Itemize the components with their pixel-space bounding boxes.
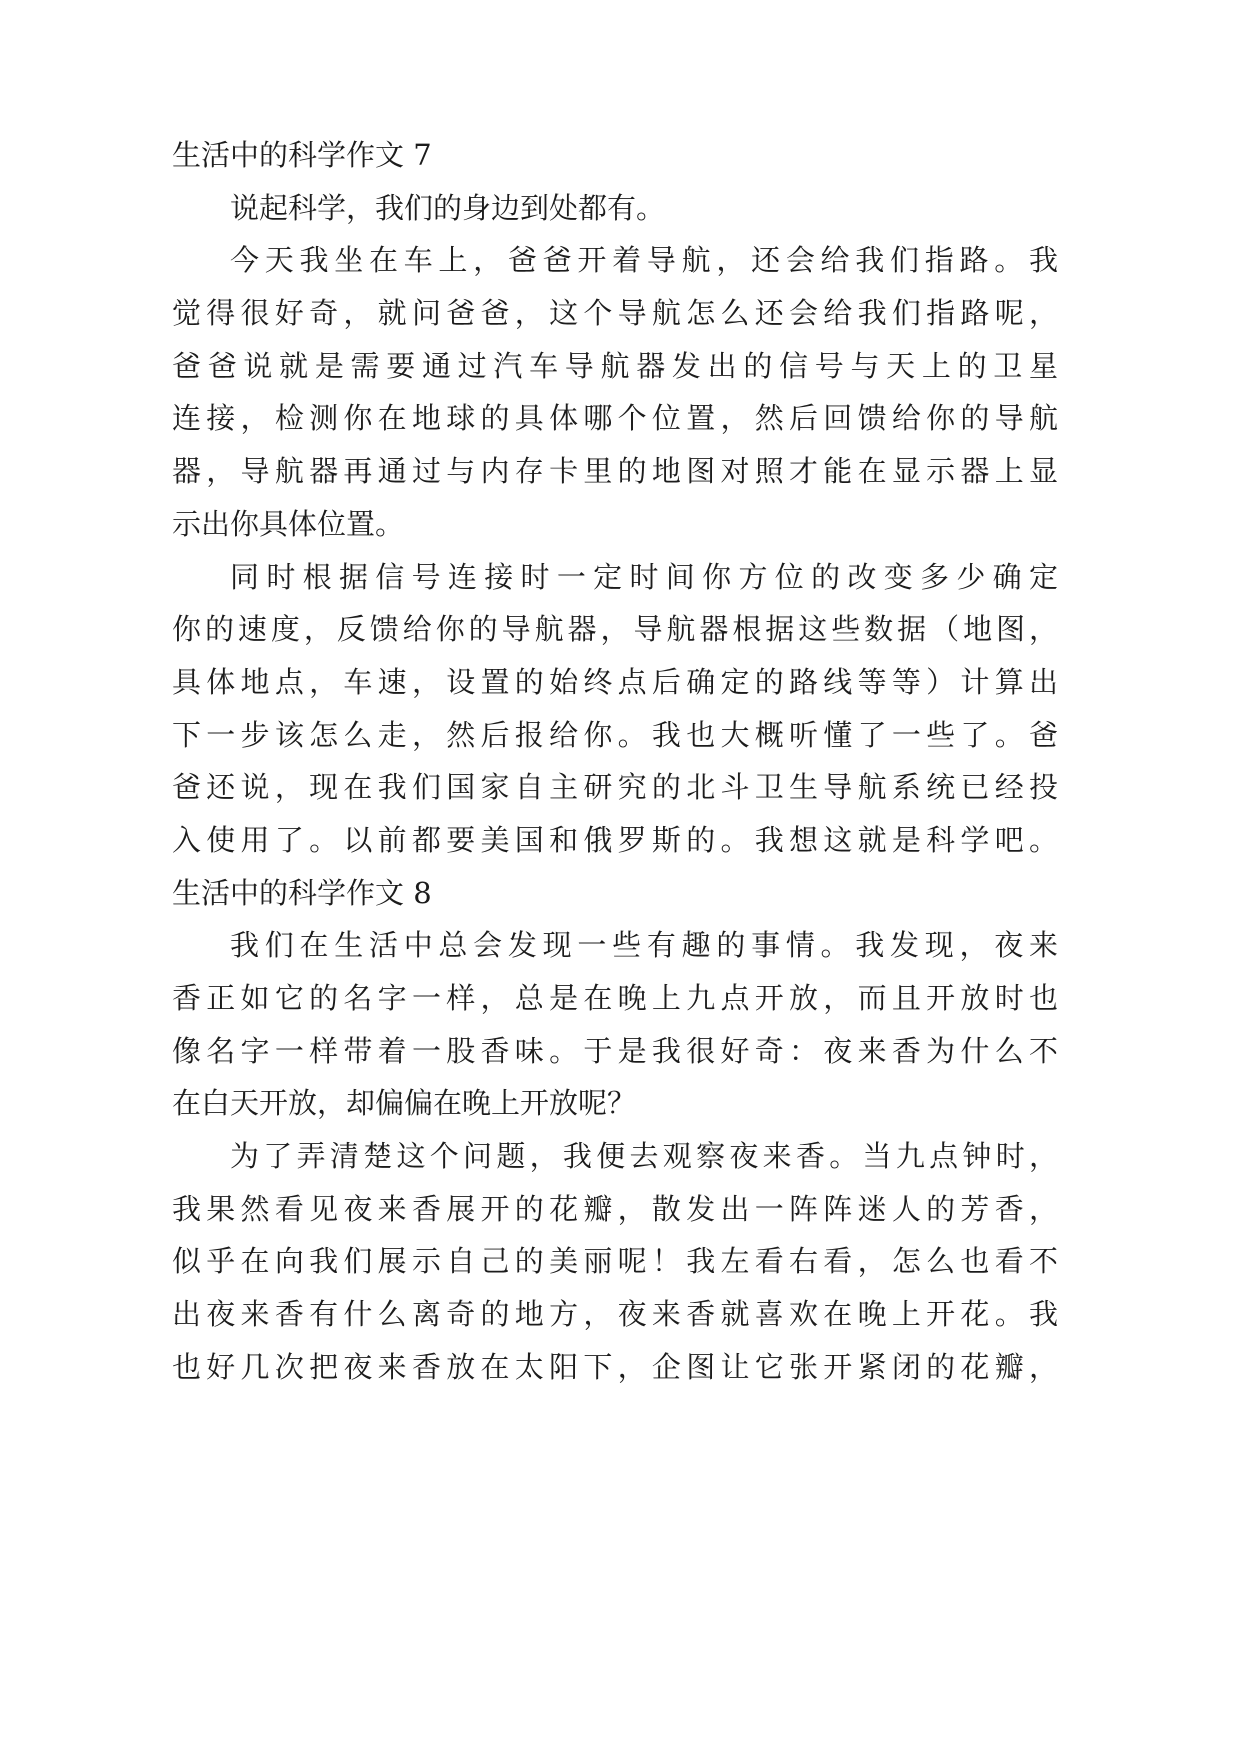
text-line: 为了弄清楚这个问题，我便去观察夜来香。当九点钟时， [230,1139,1058,1174]
text-line: 今天我坐在车上，爸爸开着导航，还会给我们指路。我 [230,243,1058,278]
text-line: 说起科学，我们的身边到处都有。 [230,190,666,225]
text-line: 我们在生活中总会发现一些有趣的事情。我发现，夜来 [230,928,1058,963]
paragraph [172,182,1058,235]
text-line: 同时根据信号连接时一定时间你方位的改变多少确定 [230,559,1058,594]
paragraph [172,1130,1058,1393]
paragraph [172,234,1058,550]
text-line: 在白天开放，却偏偏在晚上开放呢？ [172,1086,637,1121]
text-line: 香正如它的名字一样，总是在晚上九点开放，而且开放时也 [172,981,1058,1015]
text-line: 器，导航器再通过与内存卡里的地图对照才能在显示器上显 [172,454,1058,489]
text-line: 出夜来香有什么离奇的地方，夜来香就喜欢在晚上开花。我 [172,1297,1058,1332]
text-line: 似乎在向我们展示自己的美丽呢！我左看右看，怎么也看不 [172,1244,1058,1279]
section-8 [172,867,1058,1394]
text-line: 爸爸说就是需要通过汽车导航器发出的信号与天上的卫星 [172,348,1058,383]
paragraph [172,551,1058,867]
text-line: 爸还说，现在我们国家自主研究的北斗卫生导航系统已经投 [172,770,1058,805]
text-line: 下一步该怎么走，然后报给你。我也大概听懂了一些了。爸 [172,717,1058,752]
section-7 [172,129,1058,867]
text-line: 也好几次把夜来香放在太阳下，企图让它张开紧闭的花瓣， [172,1349,1058,1384]
text-line: 具体地点，车速，设置的始终点后确定的路线等等）计算出 [172,664,1058,699]
document-page [172,129,1058,1394]
text-line: 像名字一样带着一股香味。于是我很好奇：夜来香为什么不 [172,1033,1058,1068]
text-line: 觉得很好奇，就问爸爸，这个导航怎么还会给我们指路呢， [172,296,1058,331]
section-title: 生活中的科学作文 8 [172,875,432,910]
text-line: 连接，检测你在地球的具体哪个位置，然后回馈给你的导航 [172,401,1058,436]
paragraph [172,919,1058,1130]
text-line: 你的速度，反馈给你的导航器，导航器根据这些数据（地图， [172,612,1058,647]
section-title: 生活中的科学作文 7 [172,138,432,172]
text-line: 入使用了。以前都要美国和俄罗斯的。我想这就是科学吧。 [172,822,1058,857]
text-line: 示出你具体位置。 [172,506,405,541]
text-line: 我果然看见夜来香展开的花瓣，散发出一阵阵迷人的芳香， [172,1191,1058,1226]
